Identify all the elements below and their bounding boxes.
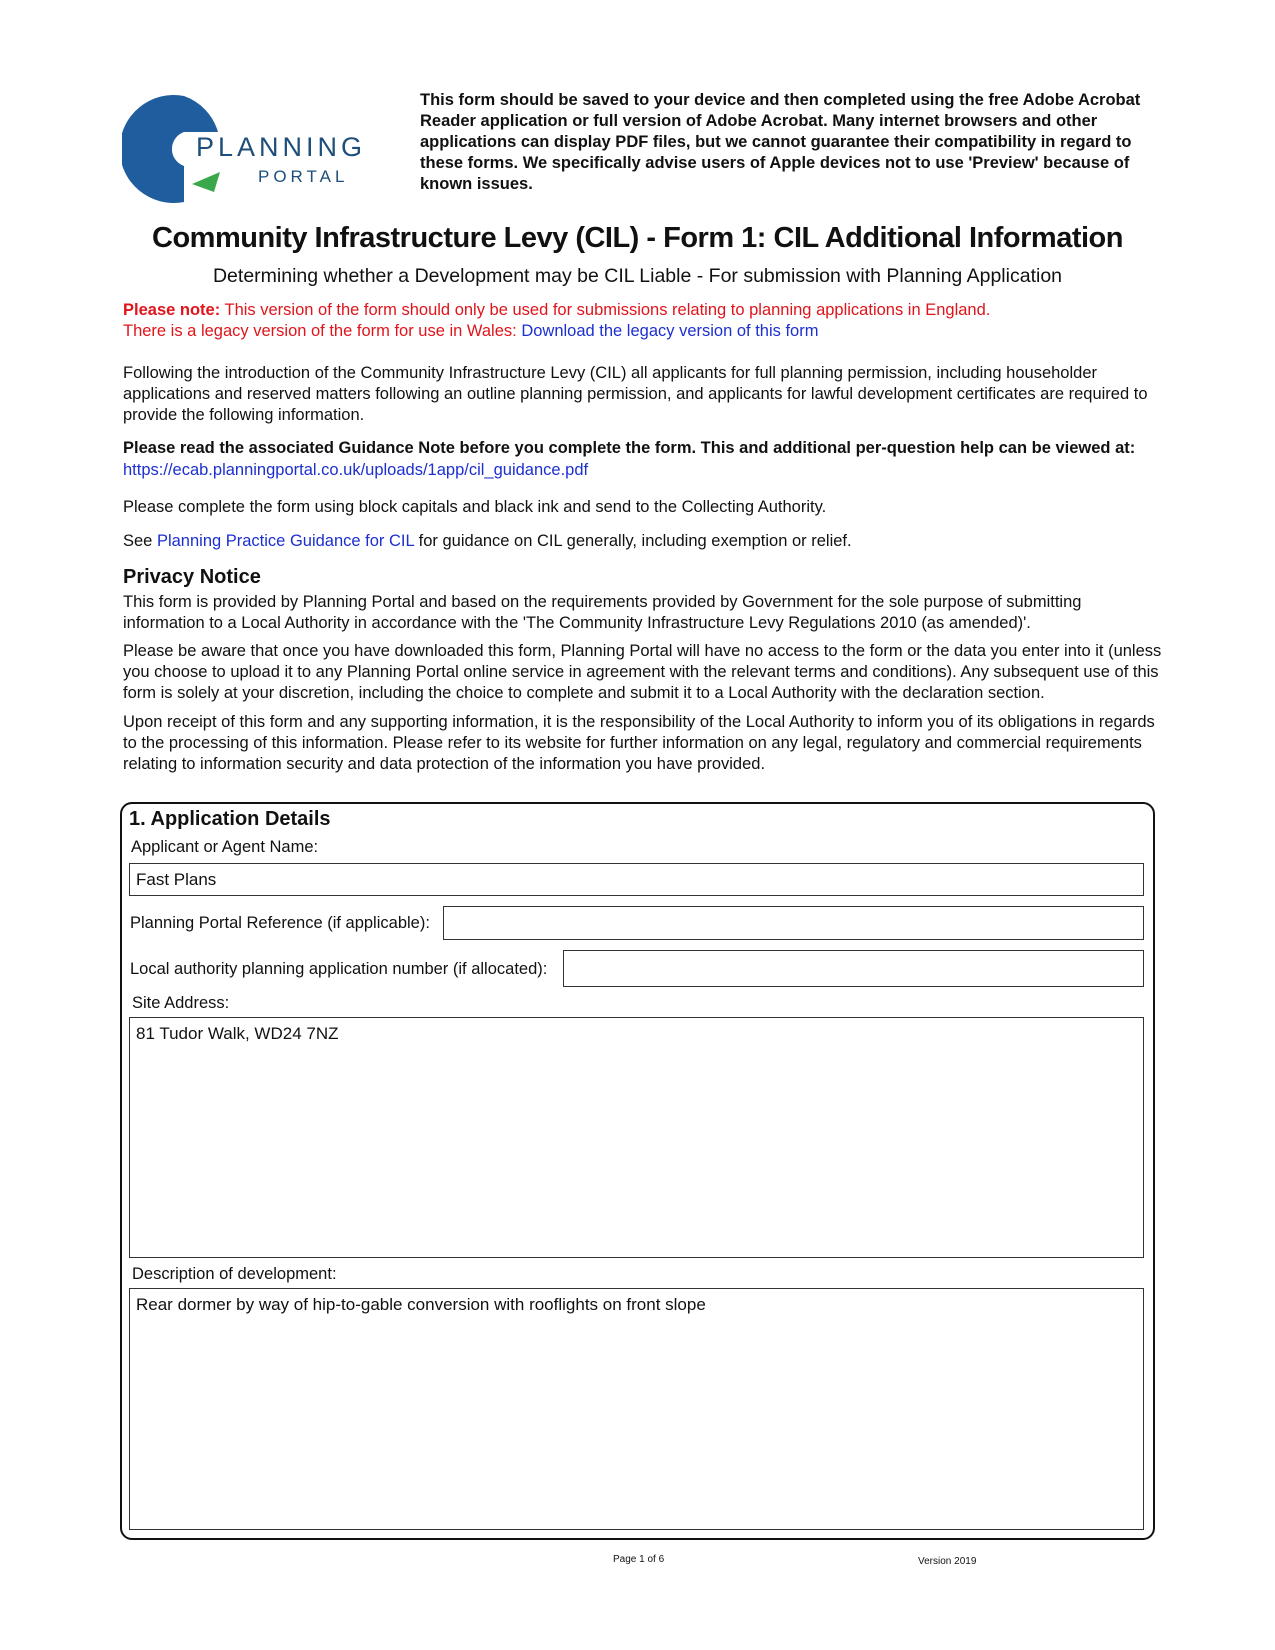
legacy-form-link[interactable]: Download the legacy version of this form bbox=[521, 322, 819, 340]
privacy-paragraph-1: This form is provided by Planning Portal and based on the requirements provided by Government for the sole purpose of submitting information to a Local Authority in accordance with the 'The Community Infrastructure Levy Regulations 2010 (as amended)'. bbox=[123, 593, 1082, 632]
logo-leaf bbox=[192, 172, 220, 192]
description-field[interactable]: Rear dormer by way of hip-to-gable conversion with rooflights on front slope bbox=[129, 1288, 1144, 1530]
please-note-label: Please note: bbox=[123, 301, 221, 319]
see-suffix: for guidance on CIL generally, including exemption or relief. bbox=[414, 532, 852, 550]
page-subtitle: Determining whether a Development may be CIL Liable - For submission with Planning Application bbox=[212, 265, 1063, 287]
please-note bbox=[123, 300, 1163, 321]
wales-text: There is a legacy version of the form for use in Wales: bbox=[123, 322, 522, 340]
see-prefix: See bbox=[123, 532, 157, 550]
guidance-link[interactable]: https://ecab.planningportal.co.uk/uploads/1app/cil_guidance.pdf bbox=[123, 461, 589, 479]
la-number-label: Local authority planning application number (if allocated): bbox=[130, 960, 548, 978]
portal-reference-field[interactable] bbox=[443, 906, 1144, 940]
section-title: 1. Application Details bbox=[129, 808, 331, 830]
applicant-label: Applicant or Agent Name: bbox=[131, 838, 319, 856]
privacy-paragraph-2: Please be aware that once you have downloaded this form, Planning Portal will have no access to the form or the data you enter into it (unless you choose to upload it to any Planning Portal online service in agreement with the relevant terms and conditions). Any subsequent use of this form is solely at your discretion, including the choice to complete and submit it to a Local Authority with the declaration section. bbox=[123, 642, 1162, 702]
see-guidance bbox=[123, 531, 1163, 552]
page-number: Page 1 of 6 bbox=[613, 1554, 665, 1565]
privacy-heading: Privacy Notice bbox=[123, 566, 261, 588]
page-title: Community Infrastructure Levy (CIL) - Form 1: CIL Additional Information bbox=[152, 222, 1123, 254]
portal-ref-label: Planning Portal Reference (if applicable): bbox=[130, 914, 430, 932]
site-address-label: Site Address: bbox=[132, 994, 230, 1012]
wales-notice bbox=[123, 321, 1163, 342]
guidance-text: Please read the associated Guidance Note before you complete the form. This and additional per-question help can be viewed at: bbox=[123, 439, 1136, 457]
block-capitals-text: Please complete the form using block capitals and black ink and send to the Collecting Authority. bbox=[123, 498, 827, 516]
please-note-text: This version of the form should only be used for submissions relating to planning applications in England. bbox=[220, 301, 991, 319]
planning-portal-logo bbox=[122, 92, 382, 206]
version-label: Version 2019 bbox=[918, 1556, 977, 1567]
applicant-name-field[interactable]: Fast Plans bbox=[129, 863, 1144, 896]
logo-text-planning: PLANNING bbox=[196, 132, 367, 162]
logo-text-portal: PORTAL bbox=[258, 167, 349, 186]
header-notice: This form should be saved to your device and then completed using the free Adobe Acrobat Reader application or full version of Adobe Acrobat. Many internet browsers and other applications can display PDF files, but we cannot guarantee their compatibility in regard to these forms. We specifically advise users of Apple devices not to use 'Preview' because of known issues. bbox=[420, 91, 1141, 193]
description-label: Description of development: bbox=[132, 1265, 337, 1283]
site-address-field[interactable]: 81 Tudor Walk, WD24 7NZ bbox=[129, 1017, 1144, 1258]
privacy-paragraph-3: Upon receipt of this form and any supporting information, it is the responsibility of the Local Authority to inform you of its obligations in regards to the processing of this information. Please refer to its website for further information on any legal, regulatory and commercial requirements relating to information security and data protection of the information you have provided. bbox=[123, 713, 1155, 773]
intro-paragraph: Following the introduction of the Community Infrastructure Levy (CIL) all applicants for full planning permission, including householder applications and reserved matters following an outline planning permission, and applicants for lawful development certificates are required to provide the following information. bbox=[123, 364, 1148, 424]
la-application-number-field[interactable] bbox=[563, 950, 1144, 987]
ppg-cil-link[interactable]: Planning Practice Guidance for CIL bbox=[156, 532, 415, 550]
